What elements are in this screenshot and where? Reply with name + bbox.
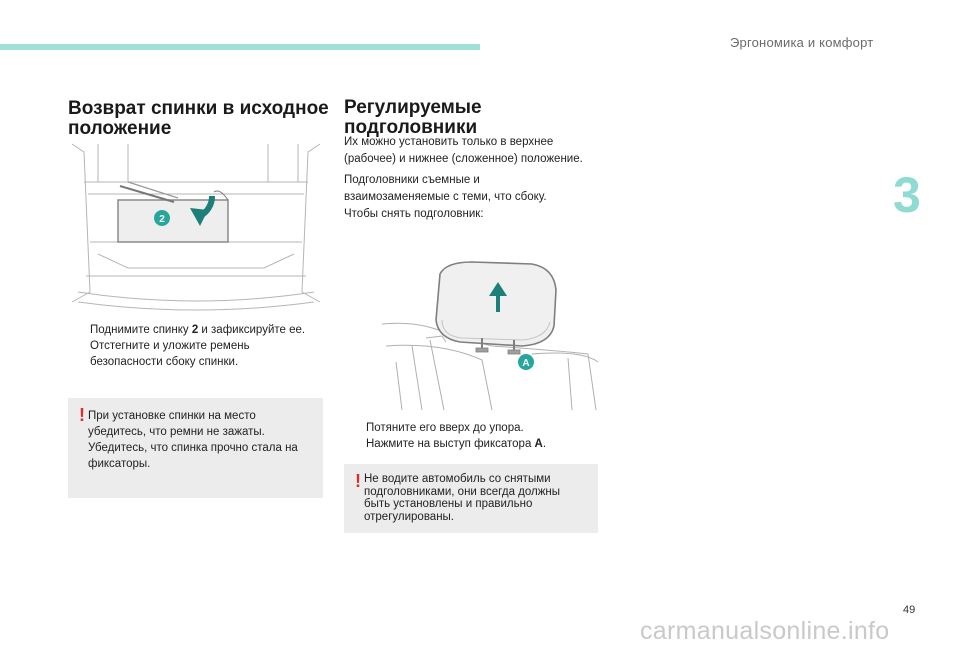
- right-warning-box: [344, 464, 598, 533]
- seatback-illustration: [68, 142, 324, 312]
- left-warning-line: фиксаторы.: [88, 458, 151, 470]
- right-intro: [344, 134, 614, 168]
- right-steps: [344, 420, 602, 452]
- left-warning-text: [88, 408, 315, 472]
- right-step-1-text: Потяните его вверх до упора.: [366, 422, 524, 434]
- left-steps: [68, 322, 326, 370]
- right-title: [344, 98, 482, 138]
- right-warning-text: [364, 473, 590, 523]
- exclamation-icon: !: [79, 405, 85, 425]
- left-step-1-text-a: Поднимите спинку: [90, 324, 192, 336]
- left-step-2: [68, 338, 326, 370]
- left-warning-line: Убедитесь, что спинка прочно стала на: [88, 442, 298, 454]
- right-title-line1: Регулируемые: [344, 97, 482, 118]
- right-step-1: [344, 420, 602, 436]
- section-title: Эргономика и комфорт: [730, 35, 874, 50]
- right-warning-line: Не водите автомобиль со снятыми: [364, 473, 551, 485]
- left-warning-box: [68, 398, 323, 498]
- left-step-1: [68, 322, 326, 338]
- left-step-1-ref: 2: [191, 324, 199, 336]
- chapter-number: 3: [893, 167, 921, 223]
- right-step-2-ref: A: [534, 438, 543, 450]
- left-warning-line: убедитесь, что ремни не зажаты.: [88, 426, 265, 438]
- right-step-2-text-a: Нажмите на выступ фиксатора: [366, 438, 535, 450]
- right-warning-line: подголовниками, они всегда должны: [364, 485, 561, 498]
- right-intro-line: (рабочее) и нижнее (сложенное) положение.: [344, 153, 583, 165]
- page-number: 49: [903, 604, 916, 616]
- watermark: carmanualsonline.info: [640, 617, 890, 645]
- right-warning-line: быть установлены и правильно: [364, 498, 533, 510]
- right-detail: [344, 172, 614, 206]
- headrest-illustration: [382, 250, 600, 410]
- right-step-2: [344, 436, 602, 452]
- right-title-line2: подголовники: [344, 117, 478, 138]
- right-detail-line: Подголовники съемные и: [344, 174, 480, 186]
- right-detail-line: взаимозаменяемые с теми, что сбоку.: [344, 191, 547, 203]
- right-warning-line: отрегулированы.: [364, 510, 455, 523]
- left-title-line2: положение: [68, 118, 172, 139]
- accent-bar: [0, 44, 480, 50]
- left-title-line1: Возврат спинки в исходное: [68, 98, 329, 119]
- left-step-1-text-b: и зафиксируйте ее.: [198, 324, 306, 336]
- left-warning-line: При установке спинки на место: [88, 410, 256, 422]
- right-intro-line: Их можно установить только в верхнее: [344, 136, 554, 148]
- left-step-2-line2: безопасности сбоку спинки.: [90, 356, 239, 368]
- right-remove-intro: Чтобы снять подголовник:: [344, 208, 484, 220]
- left-title: [68, 99, 329, 139]
- marker-2-label: 2: [159, 214, 165, 225]
- right-step-2-text-b: .: [542, 438, 547, 450]
- exclamation-icon: !: [355, 471, 361, 491]
- left-step-2-line1: Отстегните и уложите ремень: [90, 340, 250, 352]
- marker-a-label: A: [522, 358, 530, 369]
